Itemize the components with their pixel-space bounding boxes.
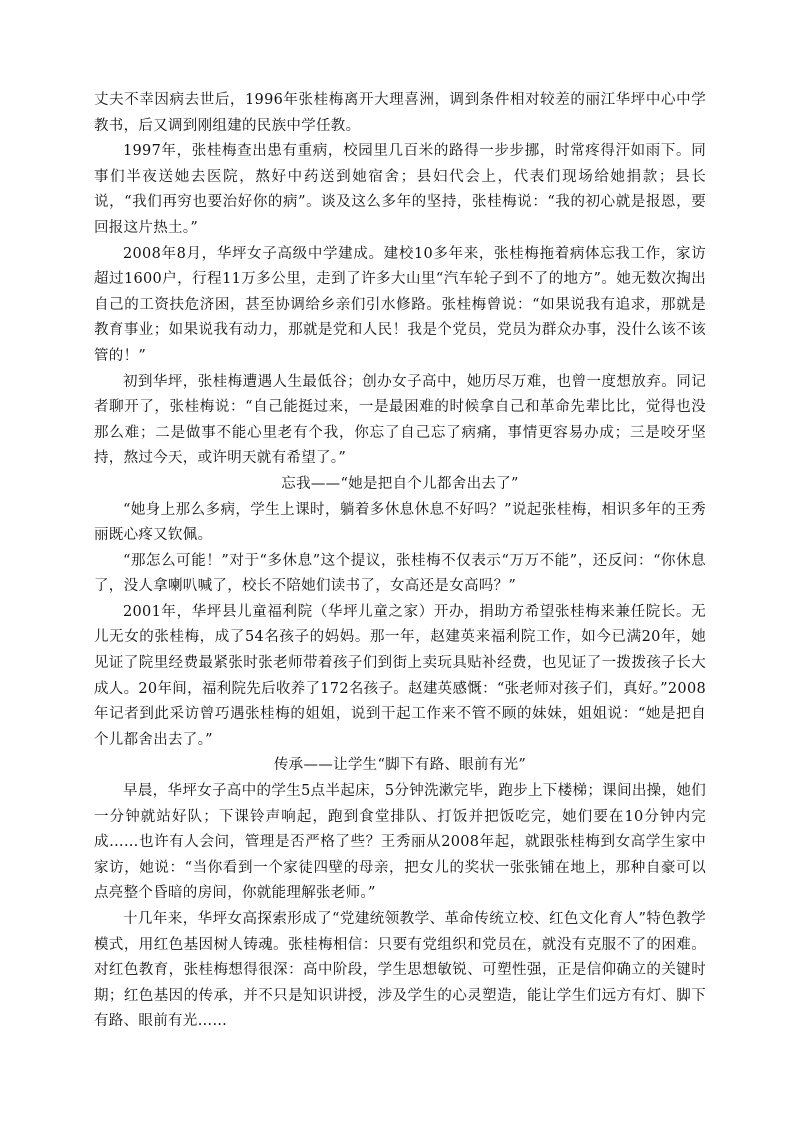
paragraph-2: 1997年，张桂梅查出患有重病，校园里几百米的路得一步步挪，时常疼得汗如雨下。同事们半夜送她去医院，熬好中药送到她宿舍；县妇代会上，代表们现场给她捐款；县长说，“我们再穷也要治好你的病”。谈及这么多年的坚持，张桂梅说：“我的初心就是报恩，要回报这片热土。”	[94, 143, 706, 236]
paragraph-7: 2001年，华坪县儿童福利院（华坪儿童之家）开办，捐助方希望张桂梅来兼任院长。无儿无女的张桂梅，成了54名孩子的妈妈。那一年，赵建英来福利院工作，如今已满20年，她见证了院里经费最紧张时张老师带着孩子们到街上卖玩具贴补经费，也见证了一拨拨孩子长大成人。20年间，福利院先后收养了172名孩子。赵建英感慨：“张老师对孩子们，真好。”2008年记者到此采访曾巧遇张桂梅的姐姐，说到干起工作来不管不顾的妹妹，姐姐说：“她是把自个儿都舍出去了。”	[94, 603, 706, 748]
paragraph-4: 初到华坪，张桂梅遭遇人生最低谷；创办女子高中，她历尽万难，也曾一度想放弃。同记者聊开了，张桂梅说：“自己能挺过来，一是最困难的时候拿自己和革命先辈比比，觉得也没那么难；二是做事不能心里老有个我，你忘了自己忘了病痛，事情更容易办成；三是咬牙坚持，熬过今天，或许明天就有希望了。”	[94, 373, 706, 467]
paragraph-6: “那怎么可能！”对于“多休息”这个提议，张桂梅不仅表示“万万不能”，还反问：“你休息了，没人拿喇叭喊了，校长不陪她们读书了，女高还是女高吗？”	[94, 552, 706, 595]
document-page	[94, 88, 706, 1035]
section-heading-inheritance: 传承——让学生“脚下有路、眼前有光”	[273, 757, 527, 774]
section-heading-selfless: 忘我——“她是把自个儿都舍出去了”	[281, 475, 519, 492]
paragraph-8: 早晨，华坪女子高中的学生5点半起床，5分钟洗漱完毕，跑步上下楼梯；课间出操，她们一分钟就站好队；下课铃声响起，跑到食堂排队、打饭并把饭吃完，她们要在10分钟内完成……也许有人会问，管理是否严格了些？王秀丽从2008年起，就跟张桂梅到女高学生家中家访，她说：“当你看到一个家徒四壁的母亲，把女儿的奖状一张张铺在地上，那种自豪可以点亮整个昏暗的房间，你就能理解张老师。”	[94, 783, 706, 902]
paragraph-1: 丈夫不幸因病去世后，1996年张桂梅离开大理喜洲，调到条件相对较差的丽江华坪中心中学教书，后又调到刚组建的民族中学任教。	[94, 92, 706, 134]
paragraph-5: “她身上那么多病，学生上课时，躺着多休息休息不好吗？”说起张桂梅，相识多年的王秀丽既心疼又钦佩。	[94, 501, 706, 544]
paragraph-3: 2008年8月，华坪女子高级中学建成。建校10多年来，张桂梅拖着病体忘我工作，家访超过1600户，行程11万多公里，走到了许多大山里“汽车轮子到不了的地方”。她无数次掏出自己的工资扶危济困，甚至协调给乡亲们引水修路。张桂梅曾说：“如果说我有追求，那就是教育事业；如果说我有动力，那就是党和人民！我是个党员，党员为群众办事，没什么该不该管的！”	[94, 245, 706, 364]
paragraph-9: 十几年来，华坪女高探索形成了“党建统领教学、革命传统立校、红色文化育人”特色教学模式，用红色基因树人铸魂。张桂梅相信：只要有党组织和党员在，就没有克服不了的困难。对红色教育，张桂梅想得很深：高中阶段，学生思想敏锐、可塑性强，正是信仰确立的关键时期；红色基因的传承，并不只是知识讲授，涉及学生的心灵塑造，能让学生们远方有灯、脚下有路、眼前有光……	[94, 911, 706, 1030]
